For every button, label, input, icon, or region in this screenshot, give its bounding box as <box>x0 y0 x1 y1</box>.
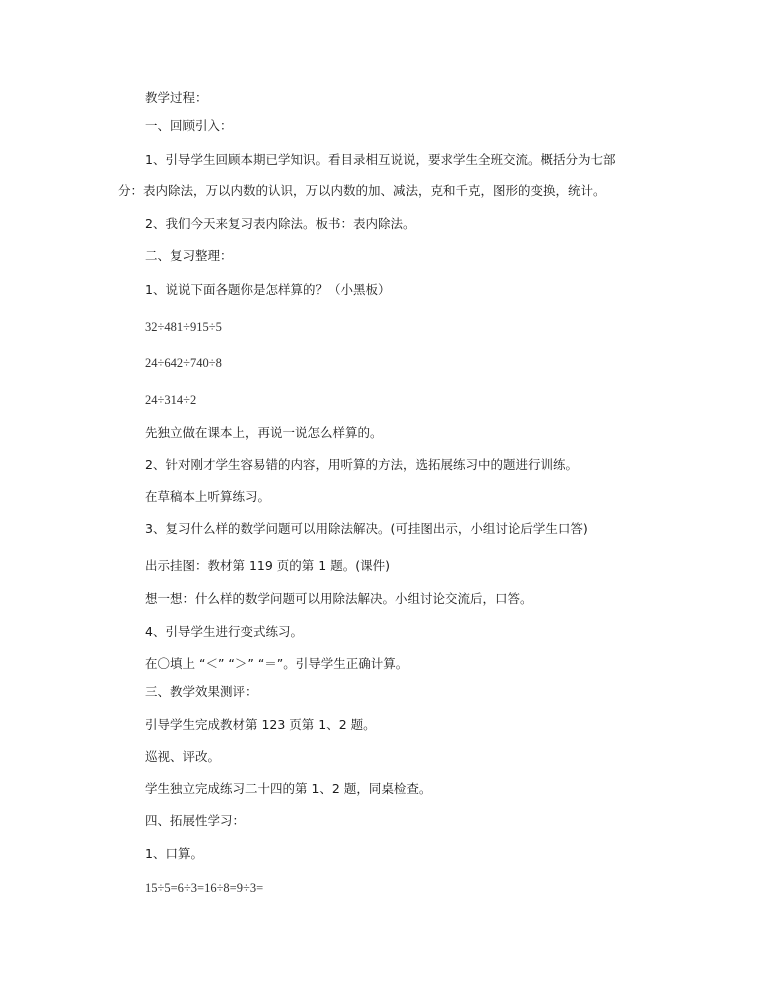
heading-teaching-process: 教学过程： <box>145 90 208 105</box>
paragraph-draft-practice: 在草稿本上听算练习。 <box>145 489 271 504</box>
paragraph-how-to-calculate: 1、说说下面各题你是怎样算的？（小黑板） <box>145 282 391 297</box>
paragraph-independent-exercise: 学生独立完成练习二十四的第 1、2 题，同桌检查。 <box>145 781 432 796</box>
formula-line-1: 32÷481÷915÷5 <box>145 320 222 334</box>
paragraph-division-problems: 3、复习什么样的数学问题可以用除法解决。(可挂图出示，小组讨论后学生口答) <box>145 521 588 536</box>
formula-line-2: 24÷642÷740÷8 <box>145 356 222 370</box>
section-heading-assessment: 三、教学效果测评： <box>145 684 258 699</box>
paragraph-review-knowledge-continued: 分：表内除法，万以内数的认识，万以内数的加、减法，克和千克，图形的变换，统计。 <box>118 183 606 198</box>
formula-line-3: 24÷314÷2 <box>145 393 197 407</box>
paragraph-think: 想一想：什么样的数学问题可以用除法解决。小组讨论交流后，口答。 <box>145 591 533 606</box>
section-heading-review-intro: 一、回顾引入： <box>145 118 233 133</box>
paragraph-listening-calc: 2、针对刚才学生容易错的内容，用听算的方法，选拓展练习中的题进行训练。 <box>145 457 578 472</box>
paragraph-independent-work: 先独立做在课本上，再说一说怎么样算的。 <box>145 425 383 440</box>
section-heading-extension: 四、拓展性学习： <box>145 813 246 828</box>
paragraph-review-knowledge: 1、引导学生回顾本期已学知识。看目录相互说说，要求学生全班交流。概括分为七部 <box>145 152 616 167</box>
paragraph-complete-textbook: 引导学生完成教材第 123 页第 1、2 题。 <box>145 717 376 732</box>
paragraph-fill-comparison: 在〇填上 “＜” “＞” “＝”。引导学生正确计算。 <box>145 656 409 671</box>
paragraph-variant-practice: 4、引导学生进行变式练习。 <box>145 624 303 639</box>
paragraph-show-chart: 出示挂图：教材第 119 页的第 1 题。(课件) <box>145 558 390 573</box>
paragraph-inspect: 巡视、评改。 <box>145 749 221 764</box>
paragraph-today-review: 2、我们今天来复习表内除法。板书：表内除法。 <box>145 216 416 231</box>
paragraph-mental-math: 1、口算。 <box>145 846 203 861</box>
section-heading-review-organize: 二、复习整理： <box>145 248 233 263</box>
formula-mental-math: 15÷5=6÷3=16÷8=9÷3= <box>145 881 264 895</box>
